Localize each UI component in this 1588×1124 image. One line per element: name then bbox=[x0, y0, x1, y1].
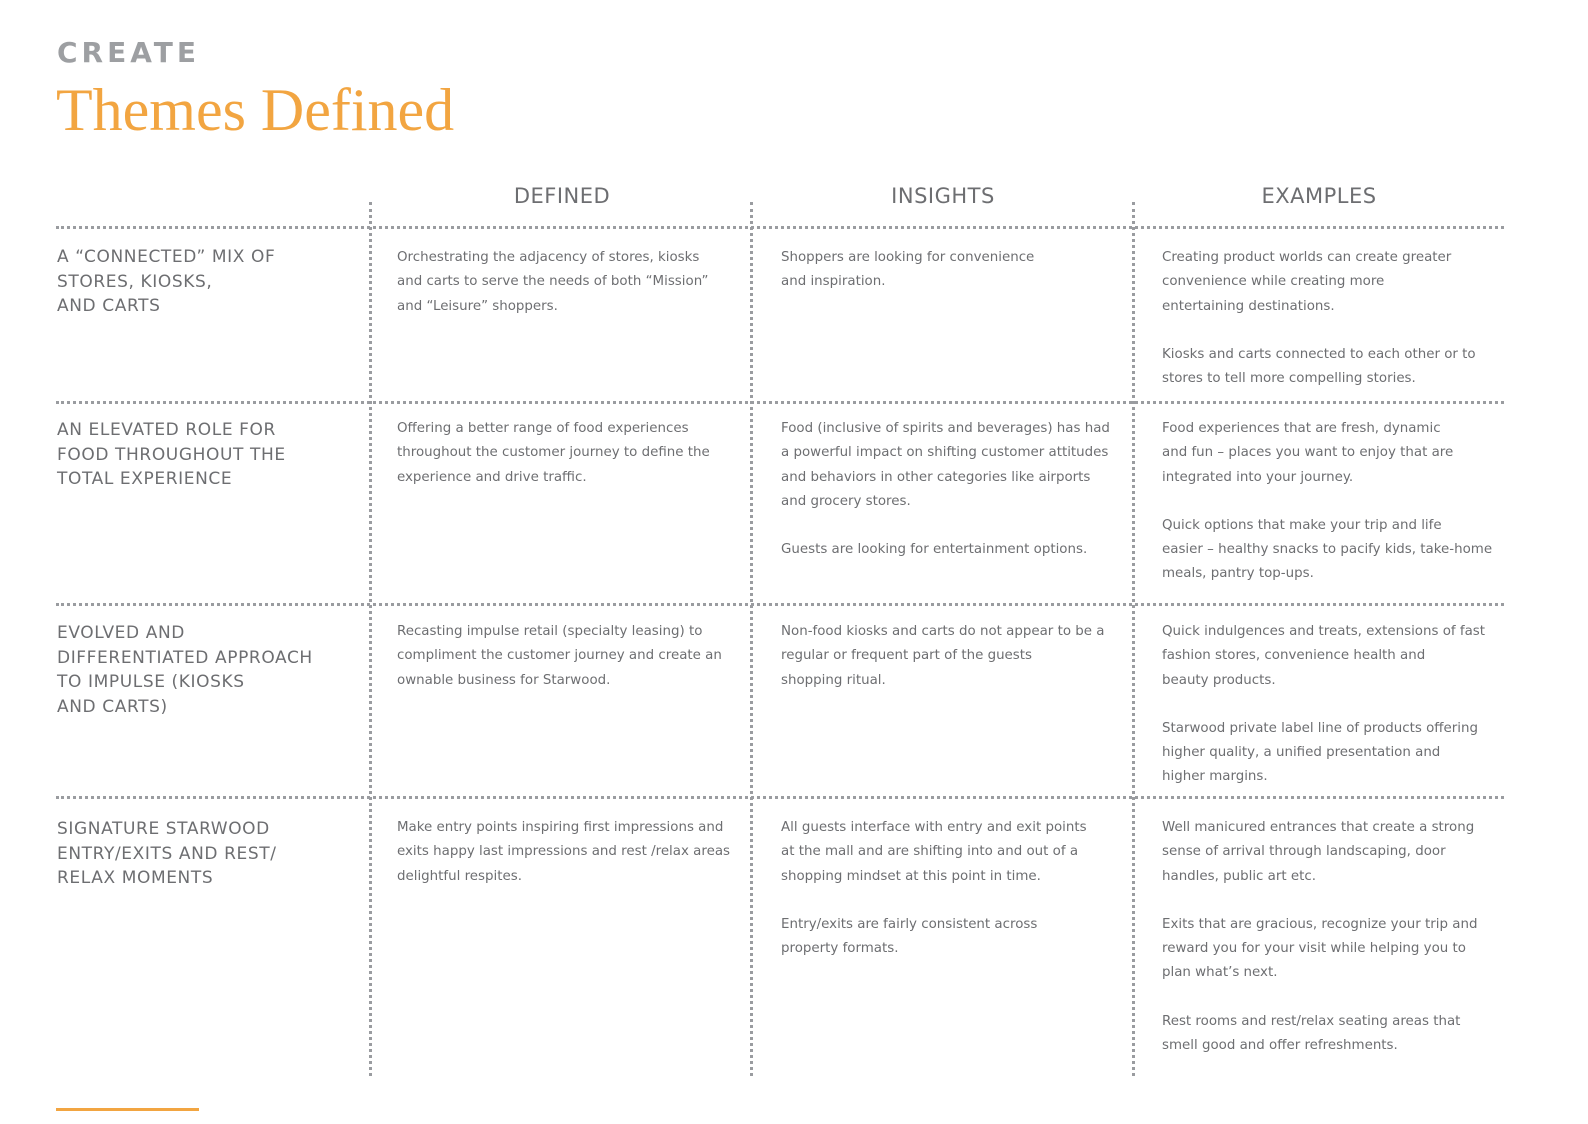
defined-cell bbox=[397, 816, 747, 889]
text-line: reward you for your visit while helping you to bbox=[1162, 941, 1466, 957]
examples-paragraph bbox=[1162, 514, 1507, 587]
examples-paragraph bbox=[1162, 343, 1507, 392]
theme-label-line: AN ELEVATED ROLE FOR bbox=[57, 420, 276, 440]
text-line: Kiosks and carts connected to each other or to bbox=[1162, 346, 1476, 362]
theme-label-line: EVOLVED AND bbox=[57, 623, 185, 643]
examples-paragraph bbox=[1162, 246, 1507, 319]
examples-paragraph bbox=[1162, 417, 1507, 490]
column-divider bbox=[750, 202, 753, 1076]
theme-label bbox=[57, 817, 357, 891]
text-line: regular or frequent part of the guests bbox=[781, 648, 1033, 664]
text-line: Starwood private label line of products offering bbox=[1162, 720, 1478, 736]
theme-label-line: DIFFERENTIATED APPROACH bbox=[57, 647, 313, 668]
row-divider bbox=[56, 796, 1504, 799]
defined-paragraph bbox=[397, 246, 747, 319]
insights-paragraph bbox=[781, 913, 1126, 962]
defined-cell bbox=[397, 620, 747, 693]
examples-cell bbox=[1162, 816, 1507, 1058]
text-line: Recasting impulse retail (specialty leasing) to bbox=[397, 624, 703, 639]
row-divider bbox=[56, 603, 1504, 606]
defined-cell bbox=[397, 246, 747, 319]
text-line: smell good and offer refreshments. bbox=[1162, 1038, 1398, 1054]
defined-paragraph bbox=[397, 417, 747, 490]
text-line: plan what’s next. bbox=[1162, 965, 1278, 981]
text-line: property formats. bbox=[781, 941, 899, 957]
row-divider bbox=[56, 226, 1504, 229]
text-line: shopping ritual. bbox=[781, 672, 886, 688]
text-line: meals, pantry top-ups. bbox=[1162, 566, 1314, 582]
text-line: and fun – places you want to enjoy that are bbox=[1162, 445, 1454, 461]
examples-cell bbox=[1162, 246, 1507, 391]
text-line: sense of arrival through landscaping, door bbox=[1162, 844, 1446, 860]
examples-paragraph bbox=[1162, 913, 1507, 986]
text-line: Shoppers are looking for convenience bbox=[781, 250, 1035, 265]
text-line: handles, public art etc. bbox=[1162, 868, 1316, 884]
text-line: and carts to serve the needs of both “Mission” bbox=[397, 274, 709, 290]
text-line: throughout the customer journey to define the bbox=[397, 445, 710, 461]
text-line: beauty products. bbox=[1162, 672, 1276, 688]
examples-paragraph bbox=[1162, 816, 1507, 889]
insights-cell bbox=[781, 620, 1126, 693]
defined-cell bbox=[397, 417, 747, 490]
text-line: and “Leisure” shoppers. bbox=[397, 298, 558, 314]
insights-cell bbox=[781, 417, 1126, 562]
theme-label-line: TO IMPULSE (KIOSKS bbox=[57, 672, 245, 692]
theme-label-line: STORES, KIOSKS, bbox=[57, 271, 213, 292]
text-line: Quick options that make your trip and life bbox=[1162, 517, 1442, 533]
text-line: shopping mindset at this point in time. bbox=[781, 868, 1041, 884]
theme-label-line: ENTRY/EXITS AND REST/ bbox=[57, 843, 277, 864]
insights-cell bbox=[781, 246, 1126, 295]
theme-label bbox=[57, 245, 357, 319]
text-line: Well manicured entrances that create a strong bbox=[1162, 820, 1475, 835]
text-line: at the mall and are shifting into and out of a bbox=[781, 844, 1079, 860]
theme-label-line: SIGNATURE STARWOOD bbox=[57, 819, 270, 839]
text-line: Rest rooms and rest/relax seating areas that bbox=[1162, 1013, 1461, 1029]
examples-cell bbox=[1162, 620, 1507, 790]
text-line: higher margins. bbox=[1162, 769, 1268, 785]
text-line: easier – healthy snacks to pacify kids, take-home bbox=[1162, 542, 1493, 558]
text-line: and behaviors in other categories like airports bbox=[781, 469, 1091, 485]
text-line: and inspiration. bbox=[781, 274, 886, 290]
text-line: and grocery stores. bbox=[781, 493, 911, 509]
column-header-insights: INSIGHTS bbox=[891, 184, 995, 208]
insights-paragraph bbox=[781, 246, 1126, 295]
examples-paragraph bbox=[1162, 1010, 1507, 1059]
page-title: Themes Defined bbox=[56, 77, 455, 143]
insights-paragraph bbox=[781, 816, 1126, 889]
text-line: higher quality, a unified presentation and bbox=[1162, 745, 1441, 761]
text-line: exits happy last impressions and rest /relax areas bbox=[397, 844, 730, 860]
text-line: Non-food kiosks and carts do not appear to be a bbox=[781, 624, 1105, 639]
theme-label-line: A “CONNECTED” MIX OF bbox=[57, 247, 276, 267]
text-line: Creating product worlds can create greater bbox=[1162, 250, 1452, 265]
insights-paragraph bbox=[781, 538, 1126, 562]
theme-label-line: AND CARTS bbox=[57, 296, 161, 316]
text-line: stores to tell more compelling stories. bbox=[1162, 371, 1416, 387]
text-line: Quick indulgences and treats, extensions of fast bbox=[1162, 624, 1486, 639]
text-line: Make entry points inspiring first impressions and bbox=[397, 820, 724, 835]
examples-paragraph bbox=[1162, 620, 1507, 693]
text-line: integrated into your journey. bbox=[1162, 469, 1354, 485]
text-line: Entry/exits are fairly consistent across bbox=[781, 916, 1038, 932]
text-line: Offering a better range of food experiences bbox=[397, 421, 689, 436]
defined-paragraph bbox=[397, 816, 747, 889]
theme-label-line: FOOD THROUGHOUT THE bbox=[57, 444, 286, 465]
theme-label bbox=[57, 418, 357, 492]
text-line: compliment the customer journey and create an bbox=[397, 648, 722, 664]
column-header-defined: DEFINED bbox=[513, 184, 611, 208]
defined-paragraph bbox=[397, 620, 747, 693]
text-line: Guests are looking for entertainment options. bbox=[781, 542, 1088, 558]
column-header-examples: EXAMPLES bbox=[1261, 184, 1377, 208]
theme-label-line: AND CARTS) bbox=[57, 696, 168, 717]
footer-accent-bar bbox=[56, 1108, 199, 1111]
column-divider bbox=[1132, 202, 1135, 1076]
text-line: entertaining destinations. bbox=[1162, 298, 1335, 314]
text-line: All guests interface with entry and exit points bbox=[781, 820, 1087, 835]
insights-paragraph bbox=[781, 620, 1126, 693]
examples-paragraph bbox=[1162, 717, 1507, 790]
theme-label-line: RELAX MOMENTS bbox=[57, 868, 214, 888]
examples-cell bbox=[1162, 417, 1507, 587]
section-kicker: CREATE bbox=[57, 36, 200, 69]
theme-label bbox=[57, 621, 357, 719]
text-line: Food experiences that are fresh, dynamic bbox=[1162, 421, 1441, 436]
text-line: convenience while creating more bbox=[1162, 274, 1385, 290]
text-line: Exits that are gracious, recognize your trip and bbox=[1162, 916, 1478, 932]
row-divider bbox=[56, 401, 1504, 404]
text-line: ownable business for Starwood. bbox=[397, 672, 611, 688]
text-line: experience and drive traffic. bbox=[397, 469, 587, 485]
text-line: Orchestrating the adjacency of stores, kiosks bbox=[397, 250, 700, 265]
text-line: fashion stores, convenience health and bbox=[1162, 648, 1426, 664]
text-line: a powerful impact on shifting customer attitudes bbox=[781, 445, 1109, 461]
text-line: delightful respites. bbox=[397, 868, 522, 884]
insights-paragraph bbox=[781, 417, 1126, 514]
insights-cell bbox=[781, 816, 1126, 961]
text-line: Food (inclusive of spirits and beverages) has had bbox=[781, 421, 1110, 436]
theme-label-line: TOTAL EXPERIENCE bbox=[57, 469, 233, 489]
column-divider bbox=[369, 202, 372, 1076]
